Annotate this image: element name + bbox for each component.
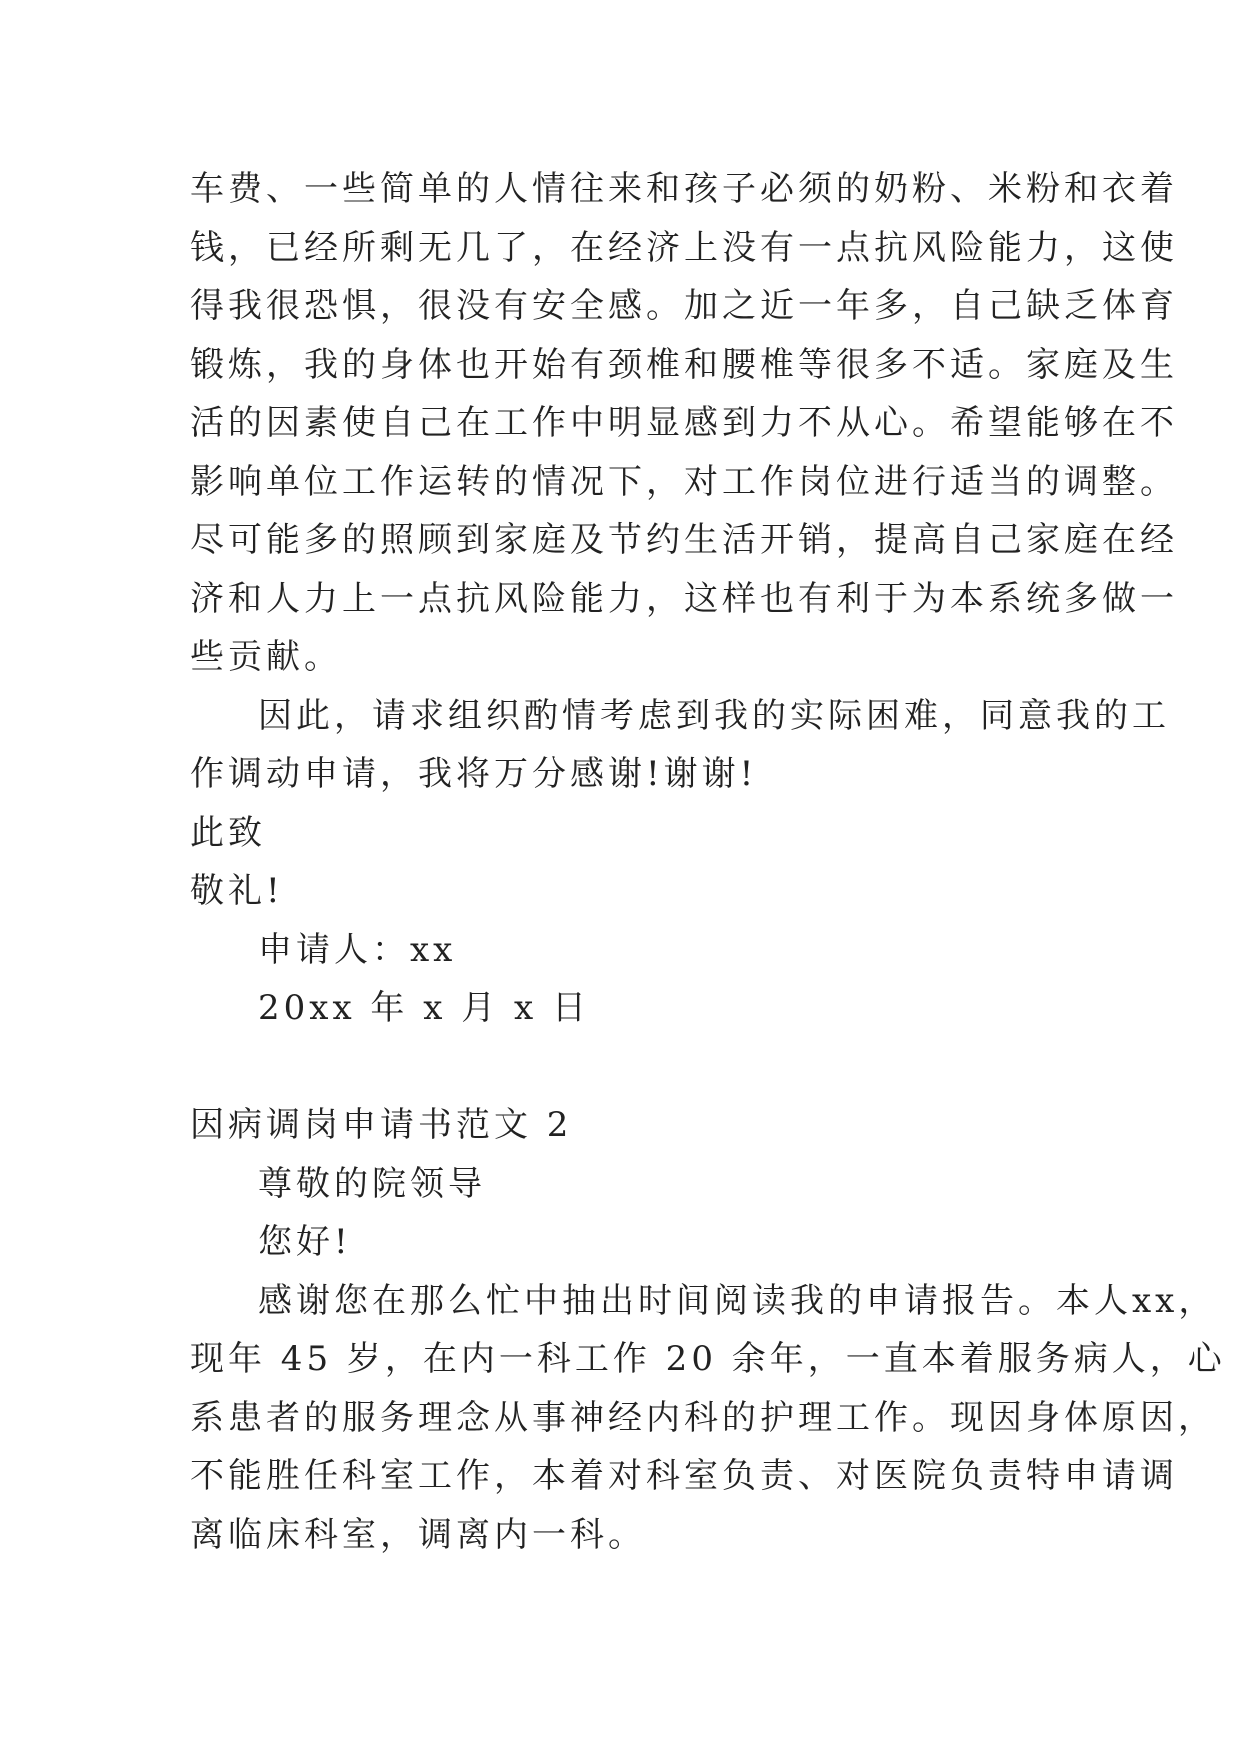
- document-body: [190, 160, 1226, 1564]
- paragraph-line: 影响单位工作运转的情况下，对工作岗位进行适当的调整。: [190, 461, 1178, 502]
- section-title: 因病调岗申请书范文 2: [190, 1105, 573, 1145]
- salutation: 尊敬的院领导: [258, 1163, 486, 1204]
- closing-line: 敬礼!: [190, 871, 284, 911]
- paragraph-line: 现年 45 岁，在内一科工作 20 余年，一直本着服务病人，心: [190, 1339, 1226, 1379]
- paragraph-line: 不能胜任科室工作，本着对科室负责、对医院负责特申请调: [190, 1456, 1178, 1496]
- paragraph-line: 些贡献。: [190, 637, 342, 677]
- paragraph-line: 感谢您在那么忙中抽出时间阅读我的申请报告。本人xx，: [258, 1280, 1217, 1321]
- application-date: 20xx 年 x 月 x 日: [258, 988, 591, 1028]
- paragraph-line: 离临床科室，调离内一科。: [190, 1514, 646, 1555]
- paragraph-line: 车费、一些简单的人情往来和孩子必须的奶粉、米粉和衣着: [190, 169, 1178, 209]
- paragraph-line: 钱，已经所剩无几了，在经济上没有一点抗风险能力，这使: [190, 227, 1178, 268]
- paragraph-line: 得我很恐惧，很没有安全感。加之近一年多，自己缺乏体育: [190, 286, 1178, 326]
- applicant-signature: 申请人：xx: [258, 929, 457, 970]
- paragraph-line: 锻炼，我的身体也开始有颈椎和腰椎等很多不适。家庭及生: [190, 344, 1178, 385]
- paragraph-line: 济和人力上一点抗风险能力，这样也有利于为本系统多做一: [190, 578, 1178, 619]
- paragraph-line: 活的因素使自己在工作中明显感到力不从心。希望能够在不: [190, 403, 1178, 443]
- paragraph-line: 因此，请求组织酌情考虑到我的实际困难，同意我的工: [258, 695, 1170, 736]
- paragraph-line: 尽可能多的照顾到家庭及节约生活开销，提高自己家庭在经: [190, 520, 1178, 560]
- paragraph-line: 作调动申请，我将万分感谢!谢谢!: [190, 754, 758, 794]
- closing-line: 此致: [190, 812, 266, 853]
- greeting: 您好!: [258, 1222, 352, 1262]
- paragraph-line: 系患者的服务理念从事神经内科的护理工作。现因身体原因，: [190, 1397, 1216, 1438]
- blank-line: [190, 1038, 1090, 1097]
